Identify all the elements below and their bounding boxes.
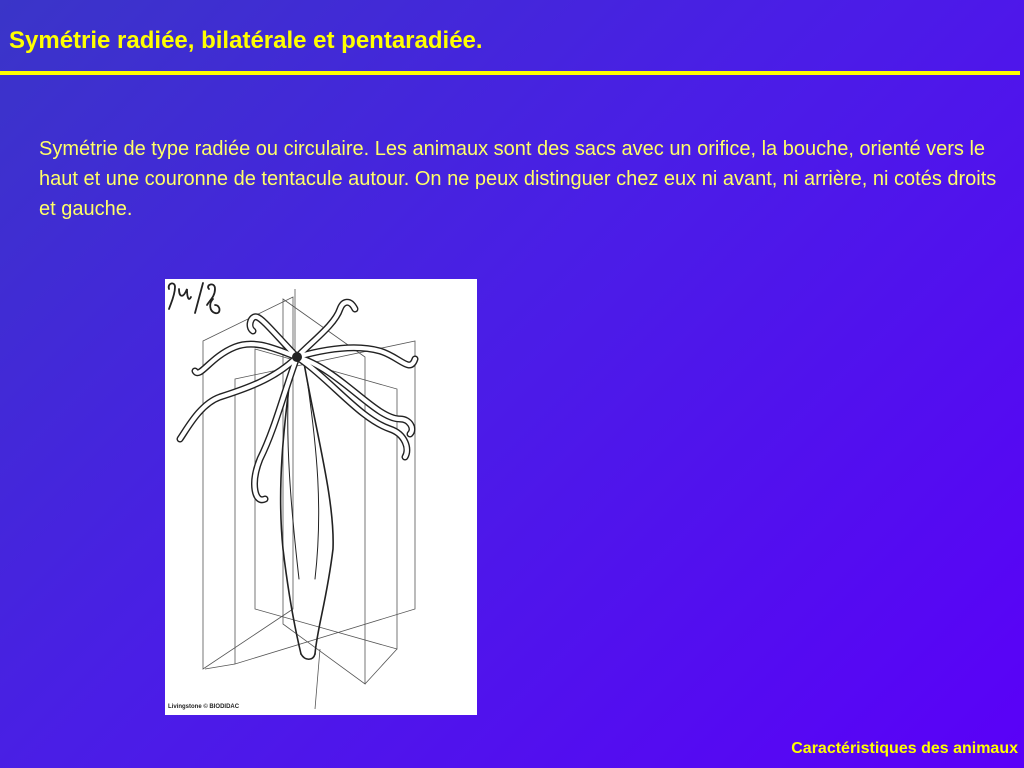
body-paragraph: Symétrie de type radiée ou circulaire. Les animaux sont des sacs avec un orifice, la bouche, orienté vers le haut et une couronne de tentacule autour. On ne peux distinguer chez eux ni avant, ni arrière, ni cotés droits et gauche. xyxy=(39,138,997,220)
title-divider xyxy=(0,71,1020,75)
footer-label: Caractéristiques des animaux xyxy=(791,740,1018,757)
mouth xyxy=(292,352,302,362)
slide-title: Symétrie radiée, bilatérale et pentaradiée. xyxy=(9,27,483,54)
symmetry-plane xyxy=(255,349,397,649)
hydra-drawing xyxy=(165,279,477,715)
body-outline-right xyxy=(303,357,333,654)
image-credit: Livingstone © BIODIDAC xyxy=(168,704,240,710)
artist-signature xyxy=(165,279,223,321)
hydra-symmetry-illustration xyxy=(165,279,477,715)
